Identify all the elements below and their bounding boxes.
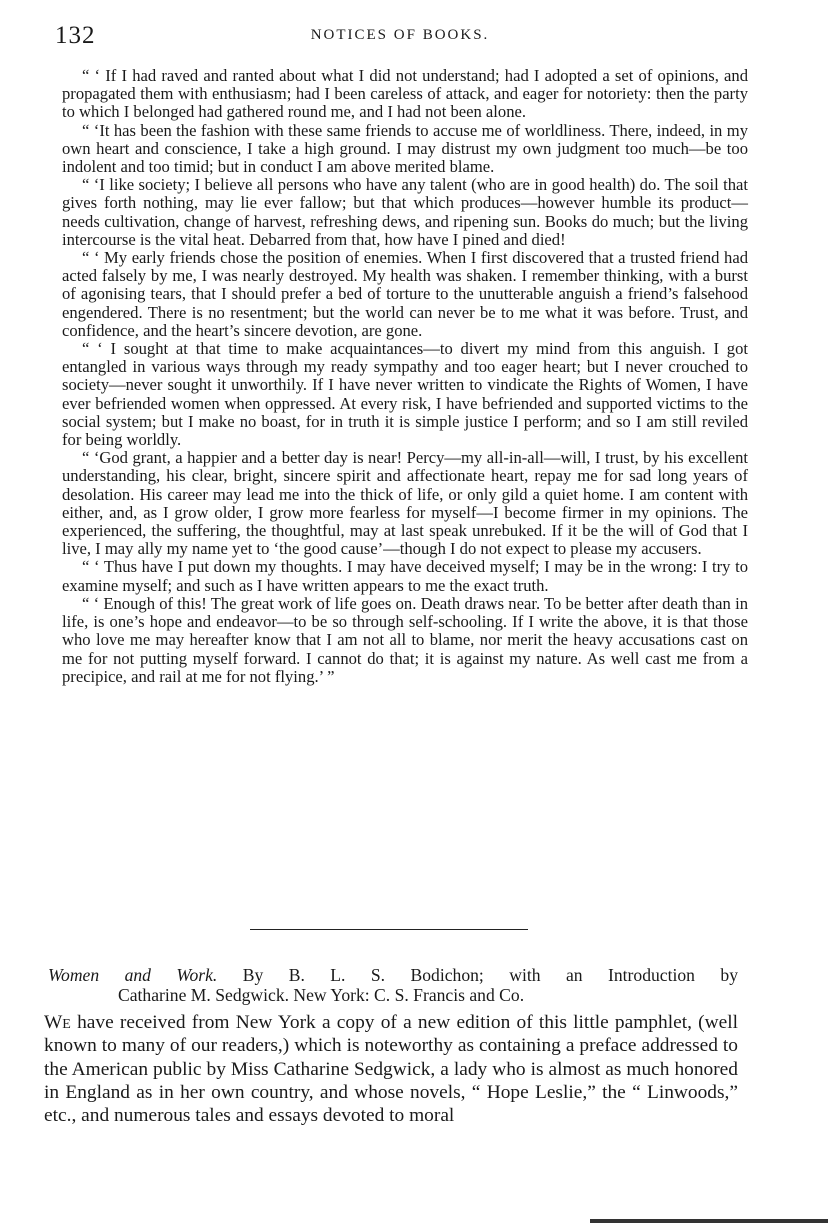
notice-text: have received from New York a copy of a new edition of this little pamphlet, (well known to many of our readers,) which is noteworthy as containing a preface addressed to the American public by Miss Catharine Sedgwick, a lady who is almost as much honored in England as in her own country, and whose novels, “ Hope Leslie,” the “ Linwoods,” etc., and numerous tales and essays devoted to moral: [44, 1012, 738, 1127]
section-divider: [250, 929, 528, 930]
page-edge-mark: [590, 1219, 828, 1223]
quote-paragraph: “ ‘ Enough of this! The great work of life goes on. Death draws near. To be better after death than in life, is one’s hope and endeavor—to be so through self-schooling. If I write the above, it is that those who love me may hereafter know that I am not all to blame, nor merit the heavy accusations cast on me for not putting myself forward. I cannot do that; it is against my nature. As well cast me from a precipice, and rail at me for not flying.’ ”: [62, 593, 748, 686]
lead-word: We: [44, 1012, 71, 1033]
book-notice-body: [44, 1011, 738, 1127]
quote-paragraph: “ ‘ If I had raved and ranted about what I did not understand; had I adopted a set of opinions, and propagated them with enthusiasm; had I been careless of attack, and eager for notoriety: then the party to which I belonged had gathered round me, and I had not been alone.: [62, 66, 748, 122]
quote-paragraph: “ ‘ My early friends chose the position of enemies. When I first discovered that a trusted friend had acted falsely by me, I was nearly destroyed. My health was shaken. I remember thinking, with a burst of agonising tears, that I should prefer a bed of torture to the unutterable anguish a friend’s falsehood engendered. There is no resentment; but the world can never be to me what it was before. Trust, and confidence, and the heart’s sincere devotion, are gone.: [62, 248, 748, 340]
book-notice-heading: [48, 966, 738, 1005]
book-publisher-line: Catharine M. Sedgwick. New York: C. S. Francis and Co.: [118, 984, 525, 1005]
book-byline: By B. L. S. Bodichon; with an Introduction by: [242, 965, 738, 985]
quote-paragraph: “ ‘ I sought at that time to make acquaintances—to divert my mind from this anguish. I got entangled in various ways through my ready sympathy and too eager heart; but I never crouched to society—never sought it unworthily. If I have never written to vindicate the Rights of Women, I have ever befriended women when oppressed. At every risk, I have befriended and supported victims to the social system; but I make no boast, for in truth it is simple justice I perform; and so I am still reviled for being worldly.: [62, 339, 748, 450]
notice-heading-line: [48, 966, 738, 986]
notice-paragraph: [44, 1011, 738, 1127]
quote-paragraph: “ ‘I like society; I believe all persons who have any talent (who are in good health) do. The soil that gives forth nothing, may lie ever fallow; but that which produces—however humble its product—needs cultivation, change of harvest, refreshing dews, and ripening sun. Books do much; but the living intercourse is the vital heat. Debarred from that, how have I pined and died!: [62, 175, 748, 249]
quote-paragraph: “ ‘It has been the fashion with these same friends to accuse me of worldliness. There, indeed, in my own heart and conscience, I take a high ground. I may distrust my own judgment too much—be too indolent and too timid; but in conduct I am above merited blame.: [62, 120, 748, 177]
quoted-letter: [62, 67, 748, 686]
book-title: Women and Work.: [48, 965, 218, 985]
running-title: NOTICES OF BOOKS.: [310, 27, 490, 43]
running-head: [55, 22, 745, 52]
quote-paragraph: “ ‘God grant, a happier and a better day is near! Percy—my all-in-all—will, I trust, by his excellent understanding, his clear, bright, sincere spirit and affectionate heart, repay me for sad long years of desolation. His career may lead me into the thick of life, or only gild a quiet home. I am content with either, and, as I grow older, I grow more fearless for myself—I become firmer in my opinions. The experienced, the suffering, the thoughtful, may at last speak unrebuked. If it be the will of God that I live, I may ally my name yet to ‘the good cause’—though I do not expect to please my accusers.: [62, 448, 748, 559]
quote-paragraph: “ ‘ Thus have I put down my thoughts. I may have deceived myself; I may be in the wrong: I try to examine myself; and such as I have written appears to me the exact truth.: [62, 557, 748, 595]
page-number: 132: [55, 22, 96, 49]
